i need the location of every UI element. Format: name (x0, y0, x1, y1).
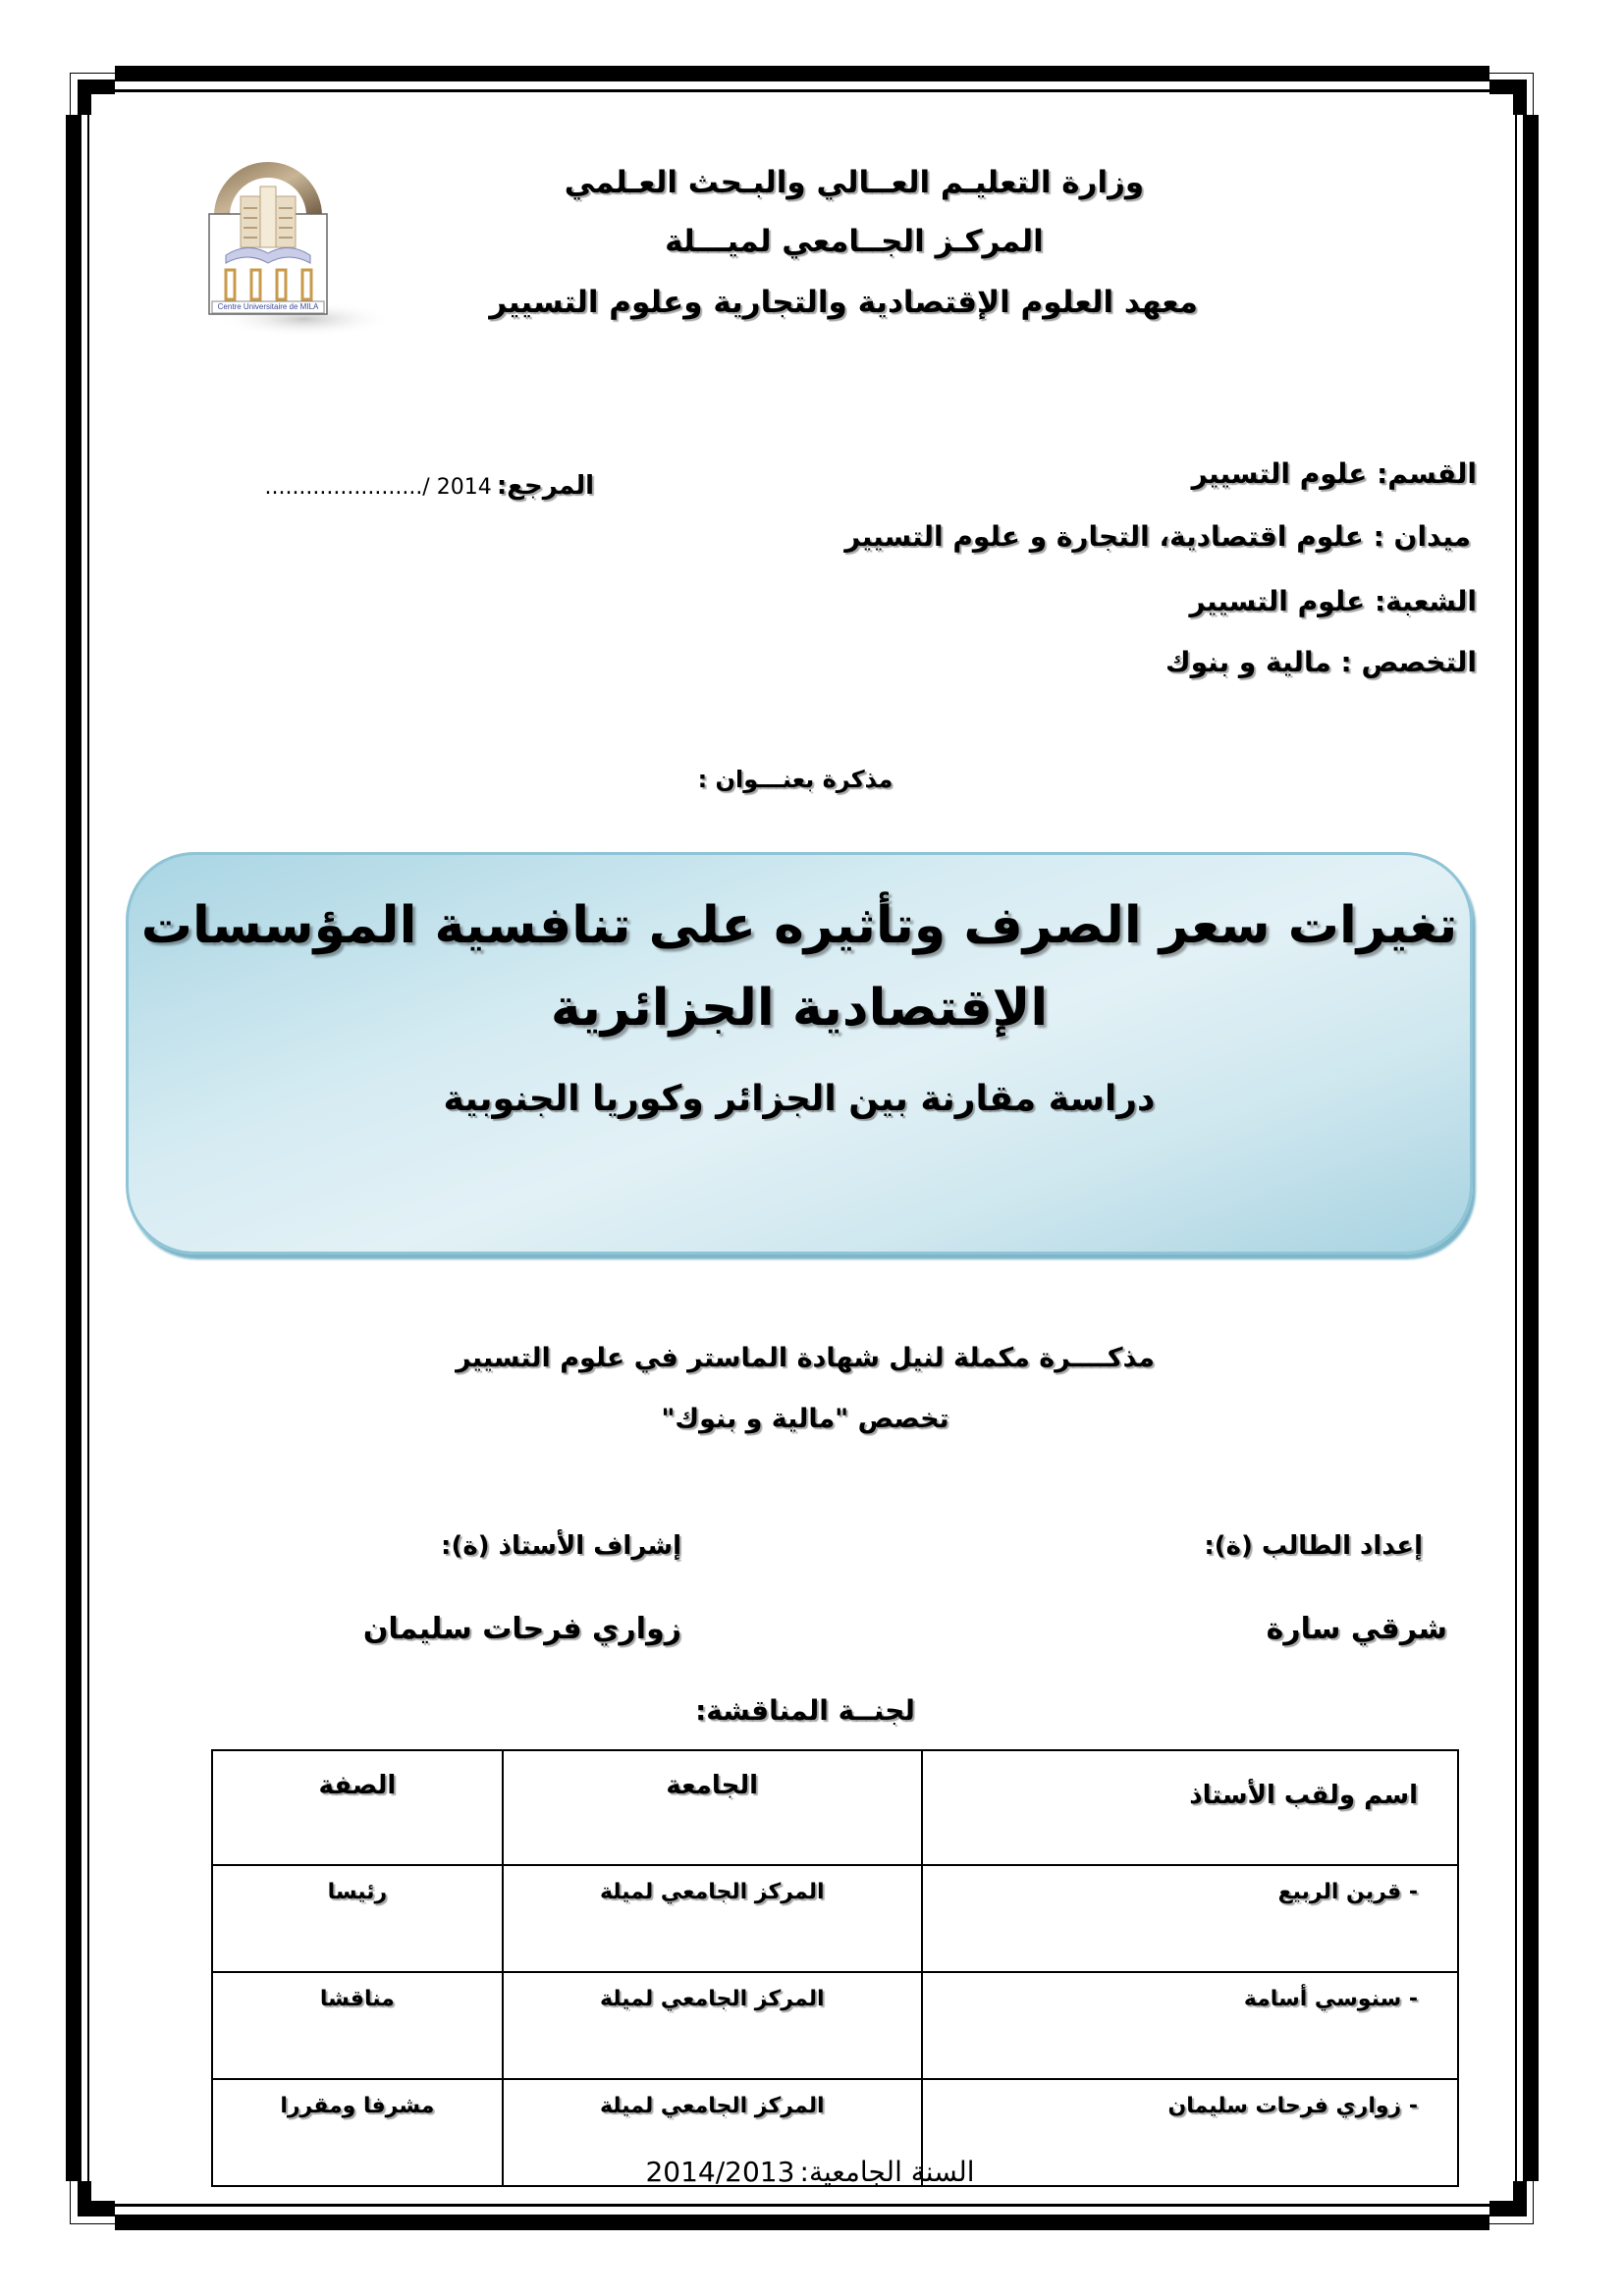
frame-outer-bl-h (70, 2223, 115, 2224)
header-university: الجامعة (503, 1750, 922, 1865)
table-row (212, 1972, 1458, 2079)
student-label: إعداد الطالب (ة): (1204, 1531, 1423, 1561)
header-role: الصفة (212, 1750, 503, 1865)
university-logo (196, 157, 393, 344)
member-name: - زواري فرحات سليمان (922, 2079, 1458, 2186)
department-line: القسم: علوم التسيير (1191, 457, 1477, 490)
ministry-name: وزارة التعليـم العــالي والبـحث العـلمي (564, 165, 1145, 200)
frame-inner-bottom (115, 2204, 1489, 2207)
frame-corner-br-v (1513, 2181, 1527, 2216)
frame-outer-tl-h (70, 73, 115, 74)
frame-outer-br-h (1489, 2223, 1534, 2224)
frame-outer-tr-h (1489, 73, 1534, 74)
header-name: اسم ولقب الأستاذ (922, 1750, 1458, 1865)
member-role: رئيسا (212, 1865, 503, 1972)
frame-outer-tr-v (1533, 73, 1534, 115)
frame-top-bar (115, 66, 1489, 81)
title-box (126, 852, 1473, 1255)
thesis-title-line2: الإقتصادية الجزائرية (550, 979, 1049, 1038)
field-line: ميدان : علوم اقتصادية، التجارة و علوم التسيير (844, 520, 1471, 553)
frame-corner-tr-v (1513, 80, 1527, 115)
thesis-intro: مذكرة بعنـــوان : (697, 766, 893, 793)
member-role: مشرفا ومقررا (212, 2079, 503, 2186)
member-university: المركز الجامعي لميلة (503, 2079, 922, 2186)
degree-line: مذكــــرة مكملة لنيل شهادة الماستر في علوم التسيير (456, 1343, 1155, 1373)
academic-year-value: 2014/2013 (645, 2156, 795, 2188)
frame-inner-right (1515, 115, 1517, 2181)
frame-bottom-bar (115, 2215, 1489, 2230)
member-name: - قرين الربيع (922, 1865, 1458, 1972)
frame-outer-br-v (1533, 2181, 1534, 2224)
frame-right-bar (1523, 115, 1539, 2181)
supervisor-label: إشراف الأستاذ (ة): (441, 1531, 681, 1561)
frame-left-bar (66, 115, 81, 2181)
reference-label: المرجع: (496, 471, 594, 501)
institute-name: معهد العلوم الإقتصادية والتجارية وعلوم التسيير (489, 285, 1198, 320)
member-name: - سنوسي أسامة (922, 1972, 1458, 2079)
logo-graphic (196, 157, 393, 344)
frame-inner-top (115, 89, 1489, 92)
member-university: المركز الجامعي لميلة (503, 1865, 922, 1972)
frame-outer-bl-v (70, 2181, 71, 2224)
specialty-quote-line: تخصص "مالية و بنوك" (661, 1404, 949, 1434)
student-name: شرقي سارة (1266, 1612, 1447, 1646)
supervisor-name: زواري فرحات سليمان (362, 1612, 681, 1646)
academic-year (550, 2156, 1070, 2188)
branch-line: الشعبة: علوم التسيير (1189, 585, 1477, 617)
specialty-line: التخصص : مالية و بنوك (1164, 646, 1477, 678)
frame-corner-tl-v (78, 80, 91, 115)
thesis-subtitle: دراسة مقارنة بين الجزائر وكوريا الجنوبية (443, 1079, 1156, 1119)
frame-inner-left (87, 115, 89, 2181)
member-university: المركز الجامعي لميلة (503, 1972, 922, 2079)
table-header-row (212, 1750, 1458, 1865)
committee-table (211, 1749, 1459, 2187)
reference-field (250, 471, 594, 501)
university-name: المركـز الجــامعي لميـــلة (665, 224, 1044, 259)
frame-outer-tl-v (70, 73, 71, 115)
frame-corner-bl-v (78, 2181, 91, 2216)
committee-title: لجنــة المناقشة: (695, 1694, 915, 1727)
reference-value: ......................./ 2014 (264, 475, 492, 500)
logo-caption: Centre Universitaire de MILA (217, 302, 319, 311)
member-role: مناقشا (212, 1972, 503, 2079)
academic-year-label: السنة الجامعية: (799, 2156, 975, 2188)
thesis-title-line1: تغيرات سعر الصرف وتأثيره على تنافسية المؤسسات (140, 896, 1458, 955)
table-row (212, 1865, 1458, 1972)
